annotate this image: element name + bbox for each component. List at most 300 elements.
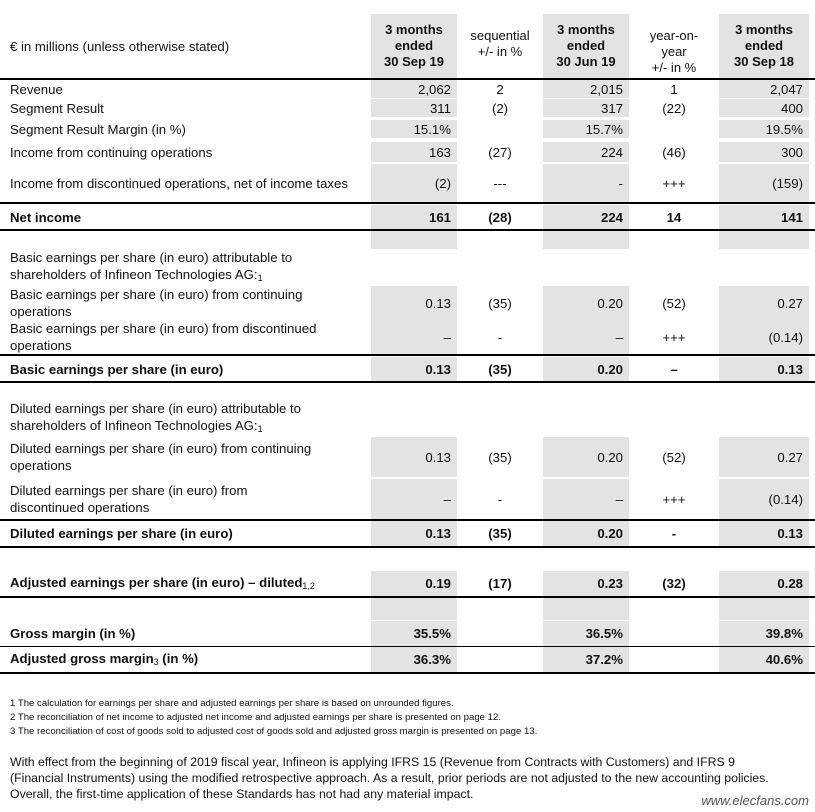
row-value-wrap — [371, 357, 457, 381]
row-value: 0.13 — [777, 361, 803, 377]
row-value: 39.8% — [765, 626, 803, 641]
footnote-1: 1 The calculation for earnings per share and adjusted earnings per share is based on unrounded figures. — [10, 698, 454, 709]
row-value-col4 — [630, 479, 718, 519]
row-value-col5 — [719, 99, 809, 117]
row-value-col2 — [458, 286, 542, 320]
row-value-wrap — [543, 164, 629, 202]
row-value-col1 — [371, 571, 457, 596]
row-value: 2,015 — [589, 81, 623, 97]
row-value-wrap — [543, 647, 629, 672]
row-value-col3 — [543, 357, 629, 381]
table-row — [0, 437, 815, 477]
row-label-wrap — [4, 621, 370, 646]
row-label-text — [10, 81, 63, 98]
row-value-col1 — [371, 647, 457, 672]
row-value-col3 — [543, 142, 629, 162]
row-value-col1 — [371, 621, 457, 646]
row-value: 15.7% — [585, 121, 623, 137]
row-value: 0.27 — [777, 449, 803, 465]
row-value-wrap — [458, 521, 542, 546]
row-label-main: Segment Result — [10, 100, 104, 116]
row-value-wrap — [630, 521, 718, 546]
row-value-col1 — [371, 205, 457, 229]
row-label — [4, 80, 370, 98]
header-col3-line-1: ended — [566, 38, 606, 53]
row-label-text — [10, 625, 135, 642]
row-value-col4 — [630, 571, 718, 596]
table-row — [0, 647, 815, 674]
paragraph-line-1: With effect from the beginning of 2019 fiscal year, Infineon is applying IFRS 15 (Revenue from Contracts with Customers) and IFRS 9 — [10, 755, 735, 769]
row-value-wrap — [719, 571, 809, 596]
header-col2-line-1: +/- in % — [477, 44, 523, 59]
row-value-col3 — [543, 250, 629, 284]
row-label-main: Adjusted gross margin — [10, 651, 154, 666]
row-label-text — [10, 650, 198, 669]
row-label — [4, 205, 370, 229]
row-value: (2) — [434, 175, 451, 191]
row-value-wrap — [543, 142, 629, 162]
row-label-wrap — [4, 164, 370, 202]
row-value-col1 — [371, 479, 457, 519]
row-value-wrap — [543, 120, 629, 138]
row-value: 317 — [600, 100, 623, 116]
row-value-col2 — [458, 521, 542, 546]
row-value: (35) — [488, 295, 512, 311]
row-value: 0.19 — [425, 576, 451, 591]
row-value: 15.1% — [413, 121, 451, 137]
footnote-2: 2 The reconciliation of net income to adjusted net income and adjusted earnings per share is presented on page 12. — [10, 712, 502, 723]
row-value-col4 — [630, 401, 718, 435]
row-value: – — [615, 329, 623, 345]
header-col5-line-0: 3 months — [735, 22, 793, 37]
row-value-wrap — [543, 80, 629, 98]
row-value: (35) — [488, 361, 512, 377]
row-value-col2 — [458, 120, 542, 138]
row-value-wrap — [630, 621, 718, 646]
row-label-wrap — [4, 357, 370, 381]
row-value: 0.23 — [597, 576, 623, 591]
table-row — [0, 120, 815, 138]
row-label-text — [10, 574, 315, 593]
row-label — [4, 320, 370, 354]
row-label — [4, 647, 370, 672]
header-col5 — [719, 14, 809, 78]
row-value: (159) — [772, 175, 803, 191]
row-value-col3 — [543, 205, 629, 229]
row-value-wrap — [630, 286, 718, 320]
row-value: (52) — [662, 449, 686, 465]
row-value: (22) — [662, 100, 686, 116]
footnote-ref: 1 — [257, 424, 263, 434]
row-label-main: Net income — [10, 209, 82, 225]
header-col5-line-2: 30 Sep 18 — [734, 54, 794, 69]
row-value-col2 — [458, 437, 542, 477]
row-label-wrap — [4, 286, 370, 320]
header-col2 — [458, 14, 542, 78]
row-value-col4 — [630, 164, 718, 202]
row-value-col1 — [371, 357, 457, 381]
row-label-main: Diluted earnings per share (in euro) attributable to shareholders of Infineon Technologies AG: — [10, 401, 302, 433]
row-value-col4 — [630, 647, 718, 672]
row-value-wrap — [371, 120, 457, 138]
row-label-main: Basic earnings per share (in euro) attributable to shareholders of Infineon Technologies AG: — [10, 250, 293, 282]
row-value-wrap — [630, 320, 718, 354]
row-value: 0.13 — [425, 361, 451, 377]
row-value: (17) — [488, 576, 512, 591]
row-value-wrap — [630, 479, 718, 519]
row-value: (0.14) — [768, 491, 803, 507]
row-value-wrap — [719, 647, 809, 672]
row-value: (32) — [662, 576, 686, 591]
row-value-wrap — [371, 647, 457, 672]
row-value-wrap — [371, 142, 457, 162]
table-row — [0, 164, 815, 204]
row-value-wrap — [371, 164, 457, 202]
row-value-col4 — [630, 250, 718, 284]
row-value-wrap — [543, 99, 629, 117]
row-label — [4, 142, 370, 162]
header-col3-line-2: 30 Jun 19 — [556, 54, 616, 69]
row-value-wrap — [371, 286, 457, 320]
footnote-3: 3 The reconciliation of cost of goods sold to adjusted cost of goods sold and adjusted gross margin is presented on page 13. — [10, 726, 538, 737]
row-value-wrap — [630, 357, 718, 381]
row-value-col2 — [458, 621, 542, 646]
row-value: 2,062 — [417, 81, 451, 97]
row-value-wrap — [543, 571, 629, 596]
row-label-wrap — [4, 437, 370, 477]
row-value-wrap — [719, 286, 809, 320]
row-value-wrap — [630, 142, 718, 162]
row-value: 36.3% — [413, 652, 451, 667]
row-value-wrap — [371, 99, 457, 117]
row-value: 0.13 — [425, 295, 451, 311]
table-row — [0, 521, 815, 548]
row-value-wrap — [371, 571, 457, 596]
row-label — [4, 120, 370, 138]
row-value-col1 — [371, 80, 457, 98]
row-label-main: Diluted earnings per share (in euro) — [10, 526, 233, 541]
row-value-col5 — [719, 286, 809, 320]
row-value-col4 — [630, 142, 718, 162]
row-value-col3 — [543, 571, 629, 596]
row-value-wrap — [371, 320, 457, 354]
row-value-wrap — [630, 647, 718, 672]
row-label-main: Diluted earnings per share (in euro) from discontinued operations — [10, 483, 248, 515]
row-label-main: Revenue — [10, 81, 63, 97]
row-value-col3 — [543, 120, 629, 138]
table-row — [0, 621, 815, 647]
row-value-col1 — [371, 401, 457, 435]
table-row — [0, 571, 815, 598]
row-value: 400 — [780, 100, 803, 116]
row-value-col3 — [543, 99, 629, 117]
row-value-col4 — [630, 205, 718, 229]
row-label-suffix: (in %) — [158, 651, 199, 666]
row-value-wrap — [543, 286, 629, 320]
table-row — [0, 250, 815, 284]
header-label-wrap — [4, 14, 370, 78]
row-value: +++ — [662, 491, 686, 507]
row-value: 14 — [666, 209, 682, 225]
row-value-wrap — [630, 437, 718, 477]
row-value: 0.20 — [597, 295, 623, 311]
row-value-wrap — [630, 571, 718, 596]
row-value: (35) — [488, 449, 512, 465]
header-label — [4, 14, 370, 78]
row-value: 0.27 — [777, 295, 803, 311]
row-label-wrap — [4, 571, 370, 596]
row-label — [4, 99, 370, 117]
header-col1-line-1: ended — [394, 38, 434, 53]
row-value: 224 — [600, 144, 623, 160]
row-value-wrap — [719, 621, 809, 646]
row-value-wrap — [371, 521, 457, 546]
row-label — [4, 401, 370, 435]
row-value-col1 — [371, 437, 457, 477]
row-value-col2 — [458, 250, 542, 284]
row-value-wrap — [543, 357, 629, 381]
row-value-col5 — [719, 401, 809, 435]
row-value: - — [497, 491, 503, 507]
row-value-col2 — [458, 401, 542, 435]
row-value-col5 — [719, 205, 809, 229]
row-value-col4 — [630, 521, 718, 546]
row-value-col3 — [543, 647, 629, 672]
row-label-wrap — [4, 647, 370, 672]
row-value: - — [671, 526, 677, 541]
table-row — [0, 401, 815, 435]
row-value-col4 — [630, 357, 718, 381]
row-value: 163 — [428, 144, 451, 160]
spacer-band — [543, 231, 629, 249]
header-col3 — [543, 14, 629, 78]
row-value-col3 — [543, 437, 629, 477]
row-value: --- — [493, 175, 507, 191]
header-col1 — [371, 14, 457, 78]
row-value-wrap — [719, 99, 809, 117]
row-value: 0.13 — [777, 526, 803, 541]
row-value-col5 — [719, 437, 809, 477]
row-value-wrap — [458, 120, 542, 138]
row-value-col2 — [458, 479, 542, 519]
header-col4 — [630, 14, 718, 78]
row-label-text — [10, 440, 360, 474]
row-label-main: Diluted earnings per share (in euro) from continuing operations — [10, 441, 312, 473]
row-label-wrap — [4, 120, 370, 138]
row-value: - — [497, 329, 503, 345]
row-label-text — [10, 361, 223, 378]
row-label — [4, 357, 370, 381]
row-value-wrap — [719, 164, 809, 202]
row-value-col4 — [630, 120, 718, 138]
row-value: 1 — [670, 81, 678, 97]
row-value-wrap — [458, 80, 542, 98]
table-row — [0, 205, 815, 231]
row-value: – — [615, 491, 623, 507]
row-value-col3 — [543, 80, 629, 98]
row-value-col2 — [458, 80, 542, 98]
row-value-wrap — [371, 479, 457, 519]
row-value-col3 — [543, 320, 629, 354]
header-col1-line-2: 30 Sep 19 — [384, 54, 444, 69]
row-value-col1 — [371, 250, 457, 284]
row-value: 37.2% — [585, 652, 623, 667]
header-col3-wrap — [543, 14, 629, 78]
header-col5-wrap — [719, 14, 809, 78]
row-value-col4 — [630, 80, 718, 98]
footnote-ref: 1,2 — [302, 581, 315, 591]
row-value-col1 — [371, 320, 457, 354]
row-value-wrap — [458, 164, 542, 202]
row-value-col1 — [371, 521, 457, 546]
row-value-wrap — [719, 521, 809, 546]
row-value-wrap — [371, 205, 457, 229]
row-label-wrap — [4, 142, 370, 162]
header-col3-line-0: 3 months — [557, 22, 615, 37]
row-value-col4 — [630, 437, 718, 477]
row-value: +++ — [662, 329, 686, 345]
row-label-text — [10, 400, 350, 436]
row-value-wrap — [543, 621, 629, 646]
row-label — [4, 250, 370, 284]
paragraph-line-3: Overall, the first-time application of these Standards has not had any material impact. — [10, 787, 474, 801]
row-label-text — [10, 144, 212, 161]
footnote-ref: 1 — [257, 273, 263, 283]
row-value-col5 — [719, 320, 809, 354]
header-col1-wrap — [371, 14, 457, 78]
row-value: 0.28 — [777, 576, 803, 591]
paragraph-line-2: (Financial Instruments) using the modified retrospective approach. As a result, prior periods are not adjusted to the new accounting policies. — [10, 771, 769, 785]
row-label-wrap — [4, 99, 370, 117]
row-value-col5 — [719, 479, 809, 519]
row-value: (2) — [491, 100, 509, 116]
footnote-ref: 3 — [153, 657, 159, 667]
row-label-text — [10, 525, 233, 542]
header-col2-wrap — [458, 14, 542, 78]
row-value-col5 — [719, 120, 809, 138]
row-value: 2,047 — [769, 81, 803, 97]
row-value-wrap — [719, 142, 809, 162]
row-value-col2 — [458, 647, 542, 672]
row-label-main: Income from discontinued operations, net of income taxes — [10, 175, 348, 191]
table-row — [0, 357, 815, 383]
row-value-col5 — [719, 142, 809, 162]
table-row — [0, 142, 815, 162]
row-value-wrap — [719, 205, 809, 229]
header-col1-line-0: 3 months — [385, 22, 443, 37]
row-value-wrap — [543, 205, 629, 229]
row-label — [4, 437, 370, 477]
row-value-wrap — [719, 120, 809, 138]
table-row — [0, 286, 815, 320]
row-label — [4, 621, 370, 646]
row-value-col2 — [458, 142, 542, 162]
row-value-wrap — [543, 479, 629, 519]
row-value-wrap — [458, 205, 542, 229]
row-value-col2 — [458, 357, 542, 381]
row-value: +++ — [662, 175, 686, 191]
row-label-wrap — [4, 479, 370, 519]
row-value-col1 — [371, 120, 457, 138]
row-value-col4 — [630, 286, 718, 320]
row-label-text — [10, 320, 360, 354]
row-value-col4 — [630, 621, 718, 646]
row-value: (52) — [662, 295, 686, 311]
spacer-band — [543, 598, 629, 620]
row-value: – — [443, 491, 451, 507]
row-value-col3 — [543, 164, 629, 202]
spacer-band — [371, 598, 457, 620]
row-value-wrap — [458, 571, 542, 596]
row-value-wrap — [630, 99, 718, 117]
row-value-col5 — [719, 250, 809, 284]
row-value: 0.13 — [425, 526, 451, 541]
row-label-main: Basic earnings per share (in euro) from continuing operations — [10, 287, 303, 319]
row-value: 311 — [429, 100, 451, 116]
row-value-wrap — [458, 99, 542, 117]
row-value: 0.13 — [425, 449, 451, 465]
row-value: 224 — [600, 209, 623, 225]
header-col4-wrap — [630, 14, 718, 78]
row-value: 0.20 — [597, 449, 623, 465]
row-value-col5 — [719, 357, 809, 381]
row-label-main: Gross margin (in %) — [10, 626, 136, 641]
row-value-wrap — [719, 357, 809, 381]
header-label-text: € in millions (unless otherwise stated) — [10, 38, 230, 54]
table-row — [0, 479, 815, 521]
row-value-col2 — [458, 99, 542, 117]
row-label-wrap — [4, 521, 370, 546]
header-row — [0, 14, 815, 80]
row-value-col5 — [719, 647, 809, 672]
row-value-wrap — [458, 437, 542, 477]
row-label-wrap — [4, 205, 370, 229]
row-value-wrap — [719, 320, 809, 354]
row-value-wrap — [630, 164, 718, 202]
row-value-wrap — [371, 80, 457, 98]
row-label-text — [10, 482, 310, 516]
spacer-band — [719, 598, 809, 620]
row-value-wrap — [371, 621, 457, 646]
row-label-wrap — [4, 80, 370, 98]
row-value-col2 — [458, 320, 542, 354]
row-value: – — [443, 329, 451, 345]
row-value-wrap — [630, 205, 718, 229]
row-value-wrap — [543, 437, 629, 477]
row-label-wrap — [4, 401, 370, 435]
row-value-col3 — [543, 621, 629, 646]
spacer-band — [719, 231, 809, 249]
header-col4-line-1: year — [661, 44, 687, 59]
row-value-wrap — [719, 80, 809, 98]
row-value-wrap — [371, 437, 457, 477]
row-label-main: Adjusted earnings per share (in euro) – diluted — [10, 575, 303, 590]
row-value-wrap — [458, 320, 542, 354]
row-label-main: Income from continuing operations — [10, 144, 213, 160]
row-value: 35.5% — [413, 626, 451, 641]
row-label-text — [10, 121, 186, 138]
row-value: 161 — [428, 209, 451, 225]
row-value-wrap — [458, 479, 542, 519]
row-value: 141 — [780, 209, 803, 225]
row-value-wrap — [719, 437, 809, 477]
row-value-col2 — [458, 164, 542, 202]
row-value-wrap — [719, 479, 809, 519]
row-value-col2 — [458, 205, 542, 229]
row-value-col1 — [371, 142, 457, 162]
row-value-col4 — [630, 99, 718, 117]
spacer-band — [371, 231, 457, 249]
